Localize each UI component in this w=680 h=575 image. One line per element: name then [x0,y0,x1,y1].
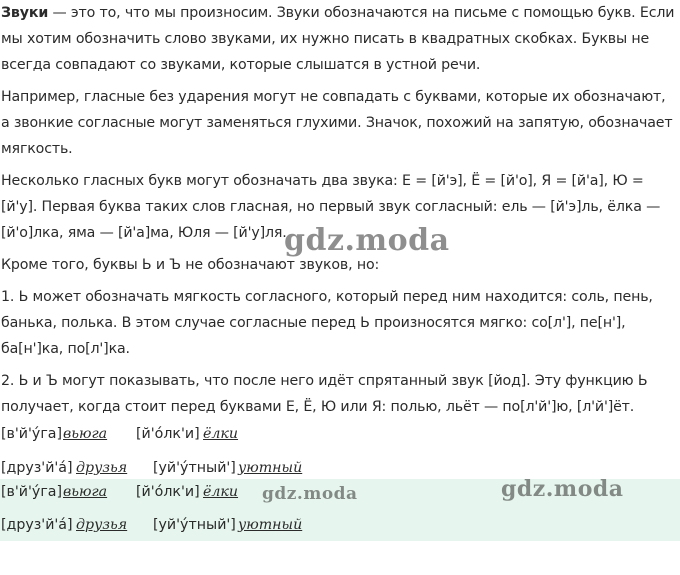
transcription-uyutny: [уй'у́тный'] [153,517,236,533]
paragraph-iotated-vowels: Несколько гласных букв могут обозначать два звука: Е = [й'э], Ё = [й'о], Я = [й'а], Ю = [й'у]. Первая буква таких слов гласная, но первый звук согласный: ель — [й'э]ль, ёлка — [й'о]лка, яма — [й'а]ма, Юля — [й'у]ля. [1,173,661,241]
transcription-druzya: [друз'й'а́] [1,517,73,533]
transcription-yolki: [й'о́лк'и] [136,426,200,442]
word-uyutny: уютный [238,517,303,533]
paragraph-signs: Кроме того, буквы Ь и Ъ не обозначают звуков, но: [1,257,380,273]
transcription-uyutny: [уй'у́тный'] [153,460,236,476]
term-sounds: Звуки [1,5,49,21]
article-body [1,0,677,420]
intro-text: — это то, что мы произносим. Звуки обозначаются на письме с помощью букв. Если мы хотим обозначить слово звуками, их нужно писать в квадратных скобках. Буквы не всегда совпадают со звуками, которые слышатся в устной речи. [1,5,675,73]
transcription-druzya: [друз'й'а́] [1,460,73,476]
watermark-large: gdz.moda [284,223,450,258]
paragraph-soft-sign-rule: 1. Ь может обозначать мягкость согласного, который перед ним находится: соль, пень, банька, полька. В этом случае согласные перед Ь произносятся мягко: со[л'], пе[н'], ба[н']ка, по[л']ка. [1,289,653,357]
word-druzya: друзья [76,460,128,476]
transcription-vyuga: [в'й'у́га] [1,426,62,442]
word-yolki: ёлки [203,426,239,442]
word-uyutny: уютный [238,460,303,476]
transcription-vyuga: [в'й'у́га] [1,484,62,500]
watermark-small: gdz.moda [262,484,358,504]
paragraph-intro [1,0,677,78]
word-druzya: друзья [76,517,128,533]
word-yolki: ёлки [203,484,239,500]
watermark-medium: gdz.moda [501,476,624,502]
word-vyuga: вьюга [63,426,108,442]
word-vyuga: вьюга [63,484,108,500]
paragraph-unstressed-vowels: Например, гласные без ударения могут не совпадать с буквами, которые их обозначают, а звонкие согласные могут заменяться глухими. Значок, похожий на запятую, обозначает мягкость. [1,89,673,157]
paragraph-hidden-yod-rule: 2. Ь и Ъ могут показывать, что после него идёт спрятанный звук [йод]. Эту функцию Ь получает, когда стоит перед буквами Е, Ё, Ю или Я: полью, льёт — по[л'й']ю, [л'й']ёт. [1,373,648,415]
transcription-yolki: [й'о́лк'и] [136,484,200,500]
